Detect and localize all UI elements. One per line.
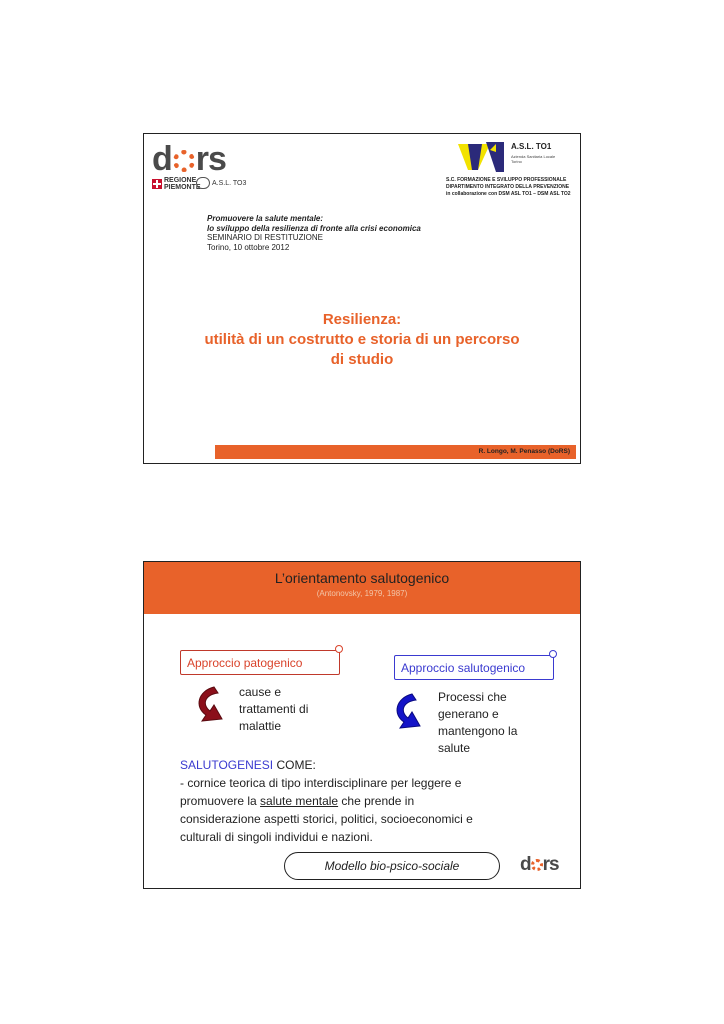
curved-arrow-blue-icon <box>390 692 424 730</box>
dors-logo: d rs <box>152 140 226 178</box>
slide-heading: L’orientamento salutogenico <box>274 570 450 586</box>
dors-logo-dot-icon <box>173 150 195 172</box>
asl-to1-label: A.S.L. TO1 <box>511 142 552 151</box>
dors-logo-small-dot-icon <box>531 859 543 871</box>
slide-subheading: (Antonovsky, 1979, 1987) <box>316 589 408 598</box>
dors-logo-small: d rs <box>520 854 559 875</box>
salutogenic-description: Processi che generano e mantengono la salute <box>438 690 518 755</box>
biopsychosocial-model-badge: Modello bio-psico-sociale <box>284 852 500 880</box>
curved-arrow-red-icon <box>192 685 226 723</box>
scroll-salutogenic: Approccio salutogenico <box>394 655 554 680</box>
asl-to3-mark-icon <box>196 177 210 189</box>
piemonte-flag-icon <box>152 179 162 189</box>
scroll-pathogenic: Approccio patogenico <box>180 650 340 675</box>
regione-piemonte-logo: REGIONE PIEMONTE <box>152 177 201 191</box>
asl-to3-logo: A.S.L. TO3 <box>196 177 246 189</box>
slide-main-title: Resilienza: utilità di un costrutto e storia di un percorso di studio <box>204 311 520 368</box>
asl-to1-sub: Azienda Sanitaria Locale Torino <box>511 154 556 164</box>
slide-title <box>143 133 581 464</box>
pathogenic-description: cause e trattamenti di malattie <box>239 685 309 733</box>
slide-salutogenic <box>143 561 581 889</box>
seminar-intro: Promuovere la salute mentale: lo sviluppo della resilienza di fronte alla crisi economica SEMINARIO DI RESTITUZIONE Torino, 10 ottobre 2012 <box>207 214 421 252</box>
salutogenesis-body: SALUTOGENESI COME: - cornice teorica di tipo interdisciplinare per leggere e promuovere la salute mentale che prende in considerazione aspetti storici, politici, socioeconomici e culturali di singoli individui e nazioni. <box>180 758 473 844</box>
slide-header-band <box>144 562 580 614</box>
authors-footer: R. Longo, M. Penasso (DoRS) <box>215 445 576 459</box>
department-info: S.C. FORMAZIONE E SVILUPPO PROFESSIONALE DIPARTIMENTO INTEGRATO DELLA PREVENZIONE in collaborazione con DSM ASL TO1 – DSM ASL TO2 <box>446 177 571 197</box>
